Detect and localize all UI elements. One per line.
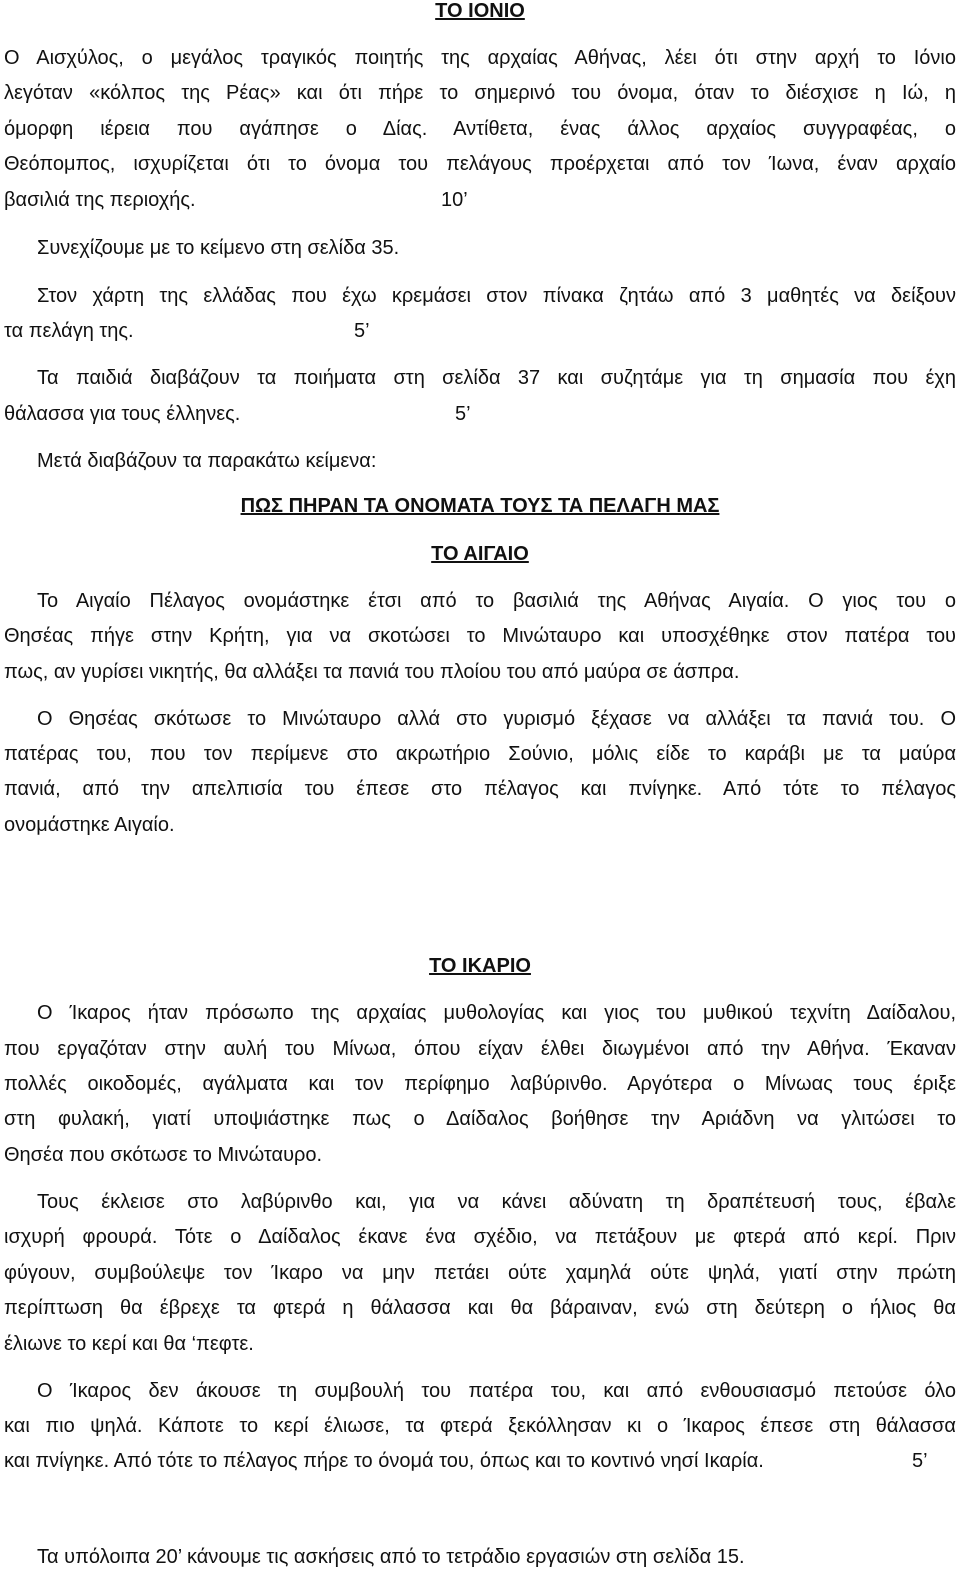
ikario-p1-line-3: πολλές οικοδομές, αγάλματα και τον περίφημο λαβύρινθο. Αργότερα ο Μίνωας τους έριξε <box>4 1073 956 1095</box>
ionio-line-2: λεγόταν «κόλπος της Ρέας» και ότι πήρε το σημερινό του όνομα, όταν το διέσχισε η Ιώ, η <box>4 82 956 104</box>
map-instruction-time: 5’ <box>354 320 370 342</box>
aigaio-p2-line-1: Ο Θησέας σκότωσε το Μινώταυρο αλλά στο γυρισμό ξέχασε να αλλάξει τα πανιά του. Ο <box>37 708 956 730</box>
then-read-instruction: Μετά διαβάζουν τα παρακάτω κείμενα: <box>37 450 377 472</box>
poems-instruction-time: 5’ <box>455 403 471 425</box>
aigaio-p2-line-4: ονομάστηκε Αιγαίο. <box>4 814 175 836</box>
aigaio-p2-line-3: πανιά, από την απελπισία του έπεσε στο πέλαγος και πνίγηκε. Από τότε το πέλαγος <box>4 778 956 800</box>
closing-instruction: Τα υπόλοιπα 20’ κάνουμε τις ασκήσεις από το τετράδιο εργασιών στη σελίδα 15. <box>37 1546 745 1568</box>
ionio-line-5: βασιλιά της περιοχής. <box>4 189 196 211</box>
continue-instruction: Συνεχίζουμε με το κείμενο στη σελίδα 35. <box>37 237 400 259</box>
ikario-p1-line-5: Θησέα που σκότωσε το Μινώταυρο. <box>4 1144 323 1166</box>
ikario-p3-line-2: και πιο ψηλά. Κάποτε το κερί έλιωσε, τα φτερά ξεκόλλησαν κι ο Ίκαρος έπεσε στη θάλασσα <box>4 1415 956 1437</box>
main-title: ΠΩΣ ΠΗΡΑΝ ΤΑ ΟΝΟΜΑΤΑ ΤΟΥΣ ΤΑ ΠΕΛΑΓΗ ΜΑΣ <box>240 495 720 517</box>
ionio-time: 10’ <box>441 189 468 211</box>
ikario-p2-line-2: ισχυρή φρουρά. Τότε ο Δαίδαλος έκανε ένα σχέδιο, να πετάξουν με φτερά από κερί. Πριν <box>4 1226 956 1248</box>
ikario-p3-line-1: Ο Ίκαρος δεν άκουσε τη συμβουλή του πατέρα του, και από ενθουσιασμό πετούσε όλο <box>37 1380 956 1402</box>
poems-instruction-line-2: θάλασσα για τους έλληνες. <box>4 403 241 425</box>
heading-aigaio: ΤΟ ΑΙΓΑΙΟ <box>431 543 529 565</box>
ikario-p2-line-5: έλιωνε το κερί και θα ‘πεφτε. <box>4 1333 254 1355</box>
aigaio-p1-line-2: Θησέας πήγε στην Κρήτη, για να σκοτώσει το Μινώταυρο και υποσχέθηκε στον πατέρα του <box>4 625 956 647</box>
poems-instruction-line-1: Τα παιδιά διαβάζουν τα ποιήματα στη σελίδα 37 και συζητάμε για τη σημασία που έχη <box>37 367 956 389</box>
map-instruction-line-1: Στον χάρτη της ελλάδας που έχω κρεμάσει στον πίνακα ζητάω από 3 μαθητές να δείξουν <box>37 285 956 307</box>
heading-ikario: ΤΟ ΙΚΑΡΙΟ <box>429 955 531 977</box>
aigaio-p1-line-1: Το Αιγαίο Πέλαγος ονομάστηκε έτσι από το βασιλιά της Αθήνας Αιγαία. Ο γιος του ο <box>37 590 956 612</box>
aigaio-p1-line-3: πως, αν γυρίσει νικητής, θα αλλάξει τα πανιά του πλοίου του από μαύρα σε άσπρα. <box>4 661 740 683</box>
ikario-p1-line-2: που εργαζόταν στην αυλή του Μίνωα, όπου είχαν έλθει διωγμένοι από την Αθήνα. Έκαναν <box>4 1038 956 1060</box>
ionio-line-3: όμορφη ιέρεια που αγάπησε ο Δίας. Αντίθετα, ένας άλλος αρχαίος συγγραφέας, ο <box>4 118 956 140</box>
ikario-p3-line-3: και πνίγηκε. Από τότε το πέλαγος πήρε το όνομά του, όπως και το κοντινό νησί Ικαρία. <box>4 1450 764 1472</box>
ikario-p2-line-1: Τους έκλεισε στο λαβύρινθο και, για να κάνει αδύνατη τη δραπέτευσή τους, έβαλε <box>37 1191 956 1213</box>
ionio-line-4: Θεόπομπος, ισχυρίζεται ότι το όνομα του πελάγους προέρχεται από τον Ίωνα, έναν αρχαίο <box>4 153 956 175</box>
ikario-p1-line-4: στη φυλακή, γιατί υποψιάστηκε πως ο Δαίδαλος βοήθησε την Αριάδνη να γλιτώσει το <box>4 1108 956 1130</box>
ikario-p2-line-3: φύγουν, συμβούλεψε τον Ίκαρο να μην πετάει ούτε χαμηλά ούτε ψηλά, γιατί στην πρώτη <box>4 1262 956 1284</box>
heading-ionio: ΤΟ ΙΟΝΙΟ <box>435 0 525 22</box>
ikario-p1-line-1: Ο Ίκαρος ήταν πρόσωπο της αρχαίας μυθολογίας και γιος του μυθικού τεχνίτη Δαίδαλου, <box>37 1002 956 1024</box>
aigaio-p2-line-2: πατέρας του, που τον περίμενε στο ακρωτήριο Σούνιο, μόλις είδε το καράβι με τα μαύρα <box>4 743 956 765</box>
ikario-time: 5’ <box>912 1450 928 1472</box>
ikario-p2-line-4: περίπτωση θα έβρεχε τα φτερά η θάλασσα και θα βάραιναν, ενώ στη δεύτερη ο ήλιος θα <box>4 1297 956 1319</box>
ionio-line-1: Ο Αισχύλος, ο μεγάλος τραγικός ποιητής της αρχαίας Αθήνας, λέει ότι στην αρχή το Ιόνιο <box>4 47 956 69</box>
map-instruction-line-2: τα πελάγη της. <box>4 320 134 342</box>
